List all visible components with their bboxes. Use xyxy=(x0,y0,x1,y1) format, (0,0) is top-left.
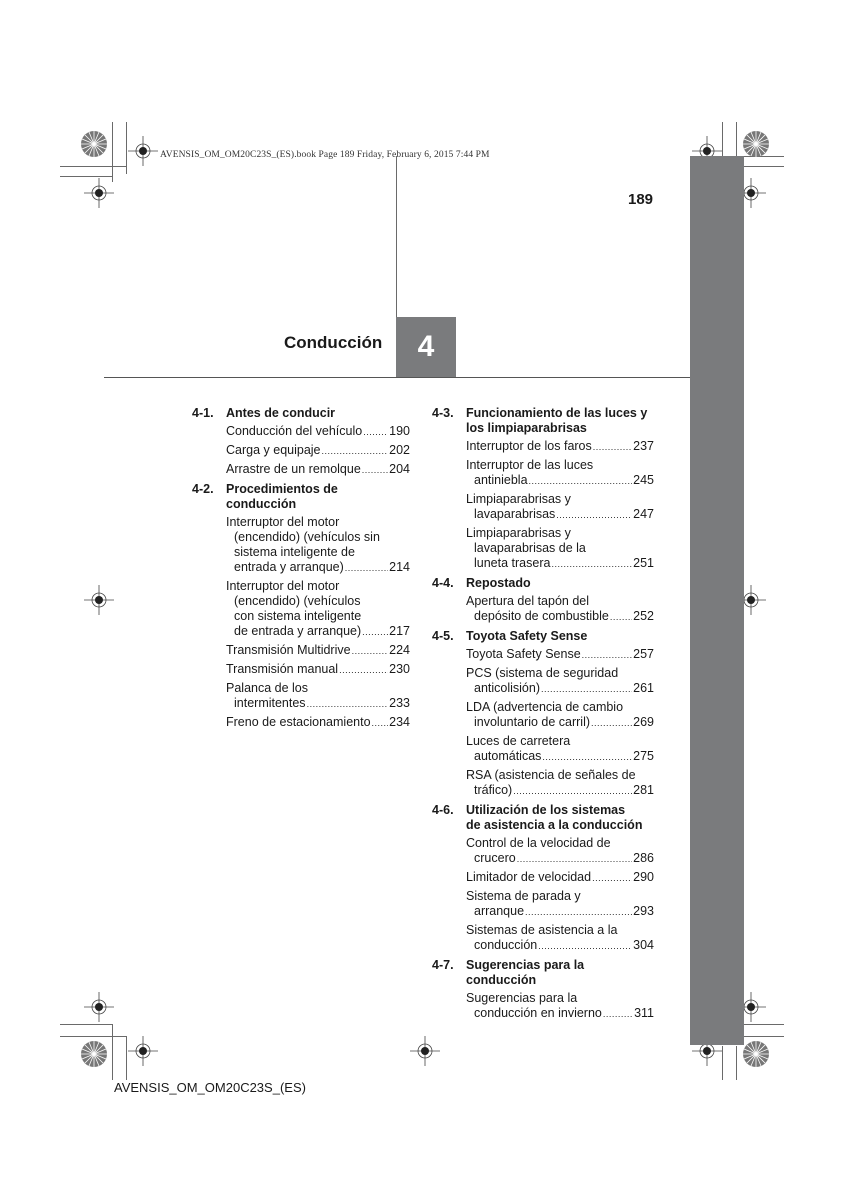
toc-entry-page[interactable]: 286 xyxy=(633,851,654,865)
toc-entry[interactable] xyxy=(466,666,654,697)
toc-section xyxy=(432,803,654,954)
section-heading xyxy=(432,818,654,833)
toc-entry-text: Limpiaparabrisas y xyxy=(466,492,571,506)
dot-leader xyxy=(551,557,632,572)
toc-entry[interactable] xyxy=(466,526,654,572)
dot-leader xyxy=(529,474,633,489)
toc-entry-line xyxy=(466,473,654,489)
section-heading xyxy=(432,629,654,644)
toc-entry-page[interactable]: 217 xyxy=(389,624,410,638)
toc-entry-text: Palanca de los xyxy=(226,681,309,695)
toc-entry[interactable] xyxy=(226,515,410,576)
toc-entry-text: Limitador de velocidad xyxy=(466,870,592,884)
toc-entry-text: intermitentes xyxy=(234,696,306,710)
registration-crosshair xyxy=(410,1036,440,1066)
section-title: Utilización de los sistemas xyxy=(466,803,626,817)
toc-entry-line xyxy=(226,681,410,696)
toc-entry-line xyxy=(226,462,410,478)
registration-crosshair xyxy=(128,136,158,166)
toc-entry-text: lavaparabrisas de la xyxy=(474,541,586,555)
toc-entry-line xyxy=(226,545,410,560)
section-heading xyxy=(192,406,410,421)
toc-entry-page[interactable]: 304 xyxy=(633,938,654,952)
toc-entry[interactable] xyxy=(466,439,654,455)
toc-entry[interactable] xyxy=(226,443,410,459)
registration-crosshair xyxy=(84,178,114,208)
toc-entry-page[interactable]: 247 xyxy=(633,507,654,521)
toc-entry-text: Control de la velocidad de xyxy=(466,836,611,850)
registration-crosshair xyxy=(84,585,114,615)
dot-leader xyxy=(517,852,632,867)
crop-line xyxy=(744,1036,784,1037)
toc-entry-line xyxy=(226,560,410,576)
crop-line xyxy=(744,166,784,167)
chapter-number-box xyxy=(396,317,456,377)
toc-entry-page[interactable]: 204 xyxy=(389,462,410,476)
toc-entry-text: Carga y equipaje xyxy=(226,443,321,457)
toc-entry-text: conducción en invierno xyxy=(474,1006,602,1020)
toc-entry-line xyxy=(226,643,410,659)
toc-entry-text: crucero xyxy=(474,851,516,865)
crop-line xyxy=(396,156,397,317)
toc-entry[interactable] xyxy=(226,579,410,640)
toc-entry[interactable] xyxy=(466,768,654,799)
toc-section xyxy=(432,576,654,625)
toc-entry-line xyxy=(466,700,654,715)
dot-leader xyxy=(345,561,388,576)
toc-entry-line xyxy=(466,991,654,1006)
crop-line xyxy=(126,1036,127,1080)
toc-entry-text: PCS (sistema de seguridad xyxy=(466,666,619,680)
crop-line xyxy=(722,1046,723,1080)
toc-entry-page[interactable]: 233 xyxy=(389,696,410,710)
chapter-title: Conducción xyxy=(284,333,383,352)
dot-leader xyxy=(591,716,632,731)
toc-entry-text: automáticas xyxy=(474,749,542,763)
toc-entry-line xyxy=(226,515,410,530)
dot-leader xyxy=(542,750,632,765)
toc-entry-line xyxy=(466,783,654,799)
toc-entry-line xyxy=(466,938,654,954)
toc-entry-text: lavaparabrisas xyxy=(474,507,556,521)
chapter-divider xyxy=(104,377,690,378)
section-number: 4-7. xyxy=(432,958,454,972)
section-title: conducción xyxy=(226,497,297,511)
toc-entry-line xyxy=(466,439,654,455)
toc-entry-text: (encendido) (vehículos sin xyxy=(234,530,380,544)
toc-entry-text: Arrastre de un remolque xyxy=(226,462,361,476)
dot-leader xyxy=(513,784,632,799)
crop-line xyxy=(744,1024,784,1025)
toc-entry-text: Interruptor del motor xyxy=(226,515,340,529)
toc-entry-line xyxy=(466,526,654,541)
dot-leader xyxy=(593,440,632,455)
toc-entry-line xyxy=(466,836,654,851)
toc-entry-text: con sistema inteligente xyxy=(234,609,362,623)
section-heading xyxy=(192,497,410,512)
toc-entry-line xyxy=(466,851,654,867)
section-title: Antes de conducir xyxy=(226,406,336,420)
toc-entry-page[interactable]: 237 xyxy=(633,439,654,453)
toc-entry-line xyxy=(466,666,654,681)
toc-entry[interactable] xyxy=(466,889,654,920)
section-number: 4-6. xyxy=(432,803,454,817)
toc-entry[interactable] xyxy=(466,458,654,489)
toc-entry-page[interactable]: 202 xyxy=(389,443,410,457)
toc-entry-line xyxy=(226,443,410,459)
section-title: Toyota Safety Sense xyxy=(466,629,588,643)
toc-entry-line xyxy=(226,715,410,731)
section-title: Repostado xyxy=(466,576,531,590)
toc-entry[interactable] xyxy=(466,594,654,625)
dot-leader xyxy=(372,716,389,731)
toc-entry-page[interactable]: 290 xyxy=(633,870,654,884)
crop-line xyxy=(60,1036,126,1037)
toc-entry-page[interactable]: 257 xyxy=(633,647,654,661)
section-title: los limpiaparabrisas xyxy=(466,421,587,435)
toc-entry-page[interactable]: 275 xyxy=(633,749,654,763)
toc-entry-line xyxy=(466,541,654,556)
toc-entry-text: Interruptor de los faros xyxy=(466,439,592,453)
toc-entry-text: Conducción del vehículo xyxy=(226,424,363,438)
section-number xyxy=(432,818,466,833)
toc-entry-line xyxy=(226,609,410,624)
toc-entry-text: involuntario de carril) xyxy=(474,715,591,729)
toc-entry[interactable] xyxy=(466,700,654,731)
toc-entry-page[interactable]: 281 xyxy=(633,783,654,797)
dot-leader xyxy=(603,1007,633,1022)
section-heading xyxy=(432,406,654,421)
crop-line xyxy=(126,122,127,174)
starburst-registration-mark xyxy=(742,1040,770,1068)
dot-leader xyxy=(525,905,632,920)
toc-entry-line xyxy=(226,594,410,609)
toc-entry-text: Luces de carretera xyxy=(466,734,571,748)
section-heading xyxy=(432,421,654,436)
toc-entry-text: Sugerencias para la xyxy=(466,991,578,1005)
section-title: Sugerencias para la conducción xyxy=(466,958,585,987)
toc-entry-text: Freno de estacionamiento xyxy=(226,715,371,729)
dot-leader xyxy=(362,625,388,640)
toc-entry-line xyxy=(466,458,654,473)
crop-line xyxy=(60,176,112,177)
print-header-stamp: AVENSIS_OM_OM20C23S_(ES).book Page 189 Friday, February 6, 2015 7:44 PM xyxy=(160,150,490,160)
toc-entry[interactable] xyxy=(226,662,410,678)
toc-entry-page[interactable]: 214 xyxy=(389,560,410,574)
toc-entry-line xyxy=(466,870,654,886)
section-heading xyxy=(432,576,654,591)
toc-entry[interactable] xyxy=(466,647,654,663)
toc-entry-line xyxy=(466,1006,654,1022)
toc-section xyxy=(432,406,654,572)
toc-section xyxy=(432,629,654,799)
toc-entry[interactable] xyxy=(466,991,654,1022)
toc-entry-line xyxy=(226,624,410,640)
dot-leader xyxy=(556,508,632,523)
toc-entry-page[interactable]: 293 xyxy=(633,904,654,918)
toc-entry-text: Sistema de parada y xyxy=(466,889,581,903)
dot-leader xyxy=(352,644,389,659)
toc-column-left xyxy=(192,406,410,735)
section-number: 4-2. xyxy=(192,482,214,496)
toc-entry-line xyxy=(226,579,410,594)
toc-entry-line xyxy=(466,647,654,663)
dot-leader xyxy=(592,871,632,886)
document-footer: AVENSIS_OM_OM20C23S_(ES) xyxy=(114,1080,306,1095)
toc-entry-text: tráfico) xyxy=(474,783,513,797)
section-number: 4-4. xyxy=(432,576,454,590)
chapter-number: 4 xyxy=(417,330,435,363)
dot-leader xyxy=(541,682,632,697)
starburst-registration-mark xyxy=(742,130,770,158)
chapter-side-tab xyxy=(690,156,744,1045)
toc-entry-line xyxy=(466,594,654,609)
toc-entry-line xyxy=(466,734,654,749)
toc-entry-text: Limpiaparabrisas y xyxy=(466,526,571,540)
section-heading xyxy=(432,803,654,818)
dot-leader xyxy=(582,648,632,663)
section-number xyxy=(432,421,466,436)
dot-leader xyxy=(307,697,389,712)
starburst-registration-mark xyxy=(80,130,108,158)
toc-entry-page[interactable]: 234 xyxy=(389,715,410,729)
toc-entry-line xyxy=(226,424,410,440)
toc-section xyxy=(192,406,410,478)
toc-entry[interactable] xyxy=(466,923,654,954)
crop-line xyxy=(60,1024,112,1025)
toc-entry-page[interactable]: 252 xyxy=(633,609,654,623)
toc-entry-line xyxy=(466,749,654,765)
toc-entry-line xyxy=(226,696,410,712)
section-number: 4-1. xyxy=(192,406,214,420)
toc-entry[interactable] xyxy=(466,870,654,886)
crop-line xyxy=(112,122,113,182)
toc-entry-text: depósito de combustible xyxy=(474,609,609,623)
toc-entry-page[interactable]: 190 xyxy=(389,424,410,438)
toc-entry-text: Transmisión manual xyxy=(226,662,339,676)
toc-entry-line xyxy=(466,556,654,572)
dot-leader xyxy=(362,463,388,478)
toc-entry-text: Toyota Safety Sense xyxy=(466,647,581,661)
starburst-registration-mark xyxy=(80,1040,108,1068)
toc-entry-line xyxy=(466,889,654,904)
toc-entry-line xyxy=(466,681,654,697)
registration-crosshair xyxy=(128,1036,158,1066)
toc-entry-text: luneta trasera xyxy=(474,556,551,570)
toc-entry-text: conducción xyxy=(474,938,538,952)
toc-section xyxy=(192,482,410,731)
section-title: Funcionamiento de las luces y xyxy=(466,406,648,420)
toc-entry-text: LDA (advertencia de cambio xyxy=(466,700,624,714)
toc-entry[interactable] xyxy=(466,734,654,765)
dot-leader xyxy=(610,610,632,625)
toc-entry-text: Sistemas de asistencia a la xyxy=(466,923,618,937)
toc-entry[interactable] xyxy=(226,424,410,440)
toc-entry-text: arranque xyxy=(474,904,525,918)
toc-entry-page[interactable]: 261 xyxy=(633,681,654,695)
toc-entry-text: anticolisión) xyxy=(474,681,541,695)
crop-line xyxy=(736,1046,737,1080)
dot-leader xyxy=(363,425,388,440)
section-number: 4-3. xyxy=(432,406,454,420)
toc-entry-text: (encendido) (vehículos xyxy=(234,594,361,608)
toc-entry-page[interactable]: 245 xyxy=(633,473,654,487)
toc-entry-page[interactable]: 269 xyxy=(633,715,654,729)
toc-entry-text: RSA (asistencia de señales de xyxy=(466,768,636,782)
toc-section xyxy=(432,958,654,1022)
crop-line xyxy=(112,1024,113,1080)
toc-entry-text: de entrada y arranque) xyxy=(234,624,362,638)
toc-entry[interactable] xyxy=(226,643,410,659)
toc-entry-text: Apertura del tapón del xyxy=(466,594,590,608)
section-number: 4-5. xyxy=(432,629,454,643)
crop-line xyxy=(60,166,126,167)
page-number: 189 xyxy=(628,191,654,208)
registration-crosshair xyxy=(84,992,114,1022)
toc-entry[interactable] xyxy=(226,462,410,478)
toc-entry-text: Transmisión Multidrive xyxy=(226,643,351,657)
toc-entry-text: Interruptor de las luces xyxy=(466,458,594,472)
section-title: de asistencia a la conducción xyxy=(466,818,643,832)
dot-leader xyxy=(322,444,389,459)
toc-column-right xyxy=(432,406,654,1026)
dot-leader xyxy=(339,663,388,678)
toc-entry[interactable] xyxy=(466,492,654,523)
toc-entry-line xyxy=(466,923,654,938)
section-heading xyxy=(432,958,654,988)
toc-entry-line xyxy=(466,609,654,625)
toc-entry[interactable] xyxy=(226,715,410,731)
toc-entry-line xyxy=(466,715,654,731)
toc-entry-line xyxy=(226,530,410,545)
toc-entry-text: sistema inteligente de xyxy=(234,545,355,559)
toc-entry-text: Interruptor del motor xyxy=(226,579,340,593)
section-number xyxy=(192,497,226,512)
toc-entry-text: entrada y arranque) xyxy=(234,560,344,574)
toc-entry-line xyxy=(466,904,654,920)
dot-leader xyxy=(538,939,632,954)
toc-entry-page[interactable]: 230 xyxy=(389,662,410,676)
toc-entry[interactable] xyxy=(466,836,654,867)
toc-entry[interactable] xyxy=(226,681,410,712)
toc-entry-text: antiniebla xyxy=(474,473,528,487)
section-title: Procedimientos de xyxy=(226,482,338,496)
toc-entry-page[interactable]: 251 xyxy=(633,556,654,570)
toc-entry-line xyxy=(466,507,654,523)
toc-entry-line xyxy=(226,662,410,678)
toc-entry-page[interactable]: 311 xyxy=(634,1006,654,1020)
section-heading xyxy=(192,482,410,497)
toc-entry-line xyxy=(466,492,654,507)
toc-entry-line xyxy=(466,768,654,783)
toc-entry-page[interactable]: 224 xyxy=(389,643,410,657)
